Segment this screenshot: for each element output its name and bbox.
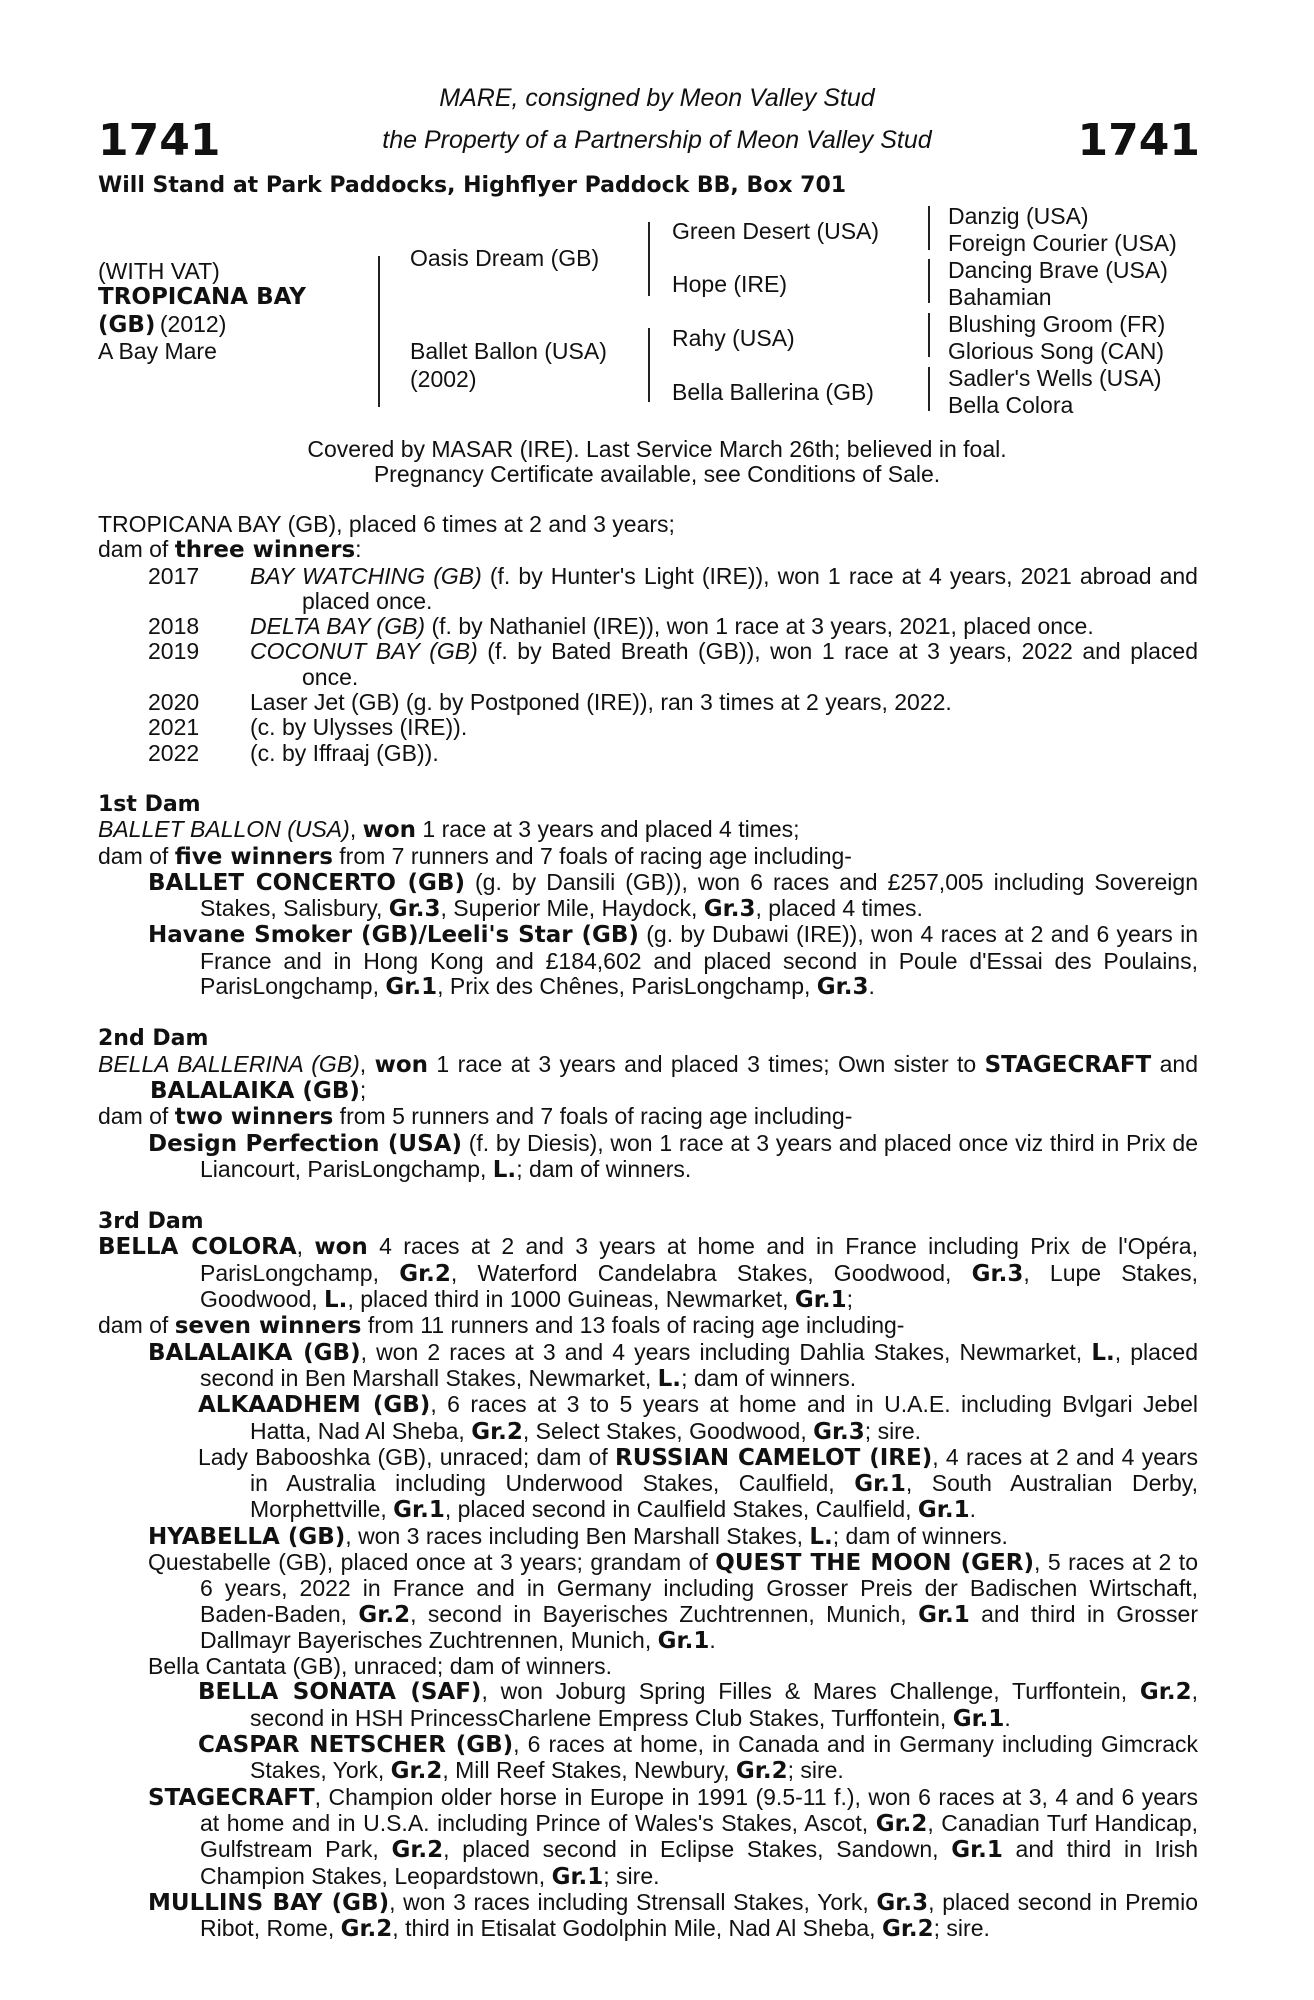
dam1-summary: BALLET BALLON (USA), won 1 race at 3 years and placed 4 times; bbox=[98, 816, 800, 844]
produce-dam-of: dam of three winners: bbox=[98, 536, 362, 564]
dam3-entry-mullins-bay: MULLINS BAY (GB), won 3 races including Strensall Stakes, York, Gr.3, placed second in Premio Ribot, Rome, Gr.2, third in Etisalat Godolphin Mile, Nad Al Sheba, Gr.2; sire. bbox=[148, 1888, 1198, 1943]
dam3-summary: BELLA COLORA, won 4 races at 2 and 3 years at home and in France including Prix de l'Opéra, ParisLongchamp, Gr.2, Waterford Candelabra Stakes, Goodwood, Gr.3, Lupe Stakes, Goodwood, L., placed third in 1000 Guineas, Newmarket, Gr.1; bbox=[98, 1233, 1198, 1314]
dam1-heading: 1st Dam bbox=[98, 791, 201, 817]
pregnancy-note: Pregnancy Certificate available, see Conditions of Sale. bbox=[373, 461, 941, 487]
brace-g3 bbox=[928, 313, 930, 357]
horse-name: TROPICANA BAY bbox=[98, 284, 306, 310]
horse-origin-year bbox=[98, 311, 226, 338]
great-granddam-3: Glorious Song (CAN) bbox=[948, 338, 1165, 364]
sire-dam: Hope (IRE) bbox=[672, 271, 788, 297]
dam1-entry: Havane Smoker (GB)/Leeli's Star (GB) (g. by Dubawi (IRE)), won 4 races at 2 and 6 years in France and in Hong Kong and £184,602 and placed second in Poule d'Essai des Poulains, ParisLongchamp, Gr.1, Prix des Chênes, ParisLongchamp, Gr.3. bbox=[148, 921, 1198, 1001]
dam2-heading: 2nd Dam bbox=[98, 1026, 209, 1052]
produce-item: 2018 DELTA BAY (GB) (f. by Nathaniel (IRE)), won 1 race at 3 years, 2021, placed once. bbox=[148, 613, 1094, 640]
brace-g1 bbox=[928, 206, 930, 250]
great-grandsire-3: Blushing Groom (FR) bbox=[948, 311, 1166, 337]
dam2-summary: BELLA BALLERINA (GB), won 1 race at 3 years and placed 3 times; Own sister to STAGECRAFT and BALALAIKA (GB); bbox=[98, 1050, 1199, 1104]
stand-location: Will Stand at Park Paddocks, Highflyer Paddock BB, Box 701 bbox=[98, 173, 847, 198]
dam2-entry: Design Perfection (USA) (f. by Diesis), won 1 race at 3 years and placed once viz third in Prix de Liancourt, ParisLongchamp, L.; dam of winners. bbox=[148, 1129, 1199, 1183]
dam3-entry-alkaadhem: ALKAADHEM (GB), 6 races at 3 to 5 years at home and in U.A.E. including Bvlgari Jebel Hatta, Nad Al Sheba, Gr.2, Select Stakes, Goodwood, Gr.3; sire. bbox=[198, 1391, 1198, 1445]
dam3-dam-of: dam of seven winners from 11 runners and 13 foals of racing age including- bbox=[98, 1312, 905, 1340]
brace-g2 bbox=[928, 259, 930, 303]
great-grandsire-1: Danzig (USA) bbox=[948, 203, 1089, 229]
sire-sire: Green Desert (USA) bbox=[672, 218, 880, 244]
great-grandsire-4: Sadler's Wells (USA) bbox=[948, 365, 1162, 391]
dam1-dam-of: dam of five winners from 7 runners and 7 foals of racing age including- bbox=[98, 842, 852, 870]
great-granddam-4: Bella Colora bbox=[948, 392, 1074, 418]
dam3-entry-lady-babooshka: Lady Babooshka (GB), unraced; dam of RUSSIAN CAMELOT (IRE), 4 races at 2 and 4 years in Australia including Underwood Stakes, Caulfield, Gr.1, South Australian Derby, Morphettville, Gr.1, placed second in Caulfield Stakes, Caulfield, Gr.1. bbox=[198, 1443, 1198, 1524]
covering-note: Covered by MASAR (IRE). Last Service March 26th; believed in foal. bbox=[307, 436, 1007, 462]
great-granddam-2: Bahamian bbox=[948, 284, 1052, 310]
property-line: the Property of a Partnership of Meon Valley Stud bbox=[382, 126, 932, 154]
dam3-entry-caspar-netscher: CASPAR NETSCHER (GB), 6 races at home, in Canada and in Germany including Gimcrack Stakes, York, Gr.2, Mill Reef Stakes, Newbury, Gr.2; sire. bbox=[198, 1731, 1198, 1785]
brace-g4 bbox=[928, 367, 930, 411]
dam-year: (2002) bbox=[410, 366, 477, 392]
sire: Oasis Dream (GB) bbox=[410, 245, 600, 271]
consignor-line: MARE, consigned by Meon Valley Stud bbox=[439, 84, 875, 112]
produce-item: 2020 Laser Jet (GB) (g. by Postponed (IRE)), ran 3 times at 2 years, 2022. bbox=[148, 689, 952, 716]
dam3-entry-hyabella: HYABELLA (GB), won 3 races including Ben Marshall Stakes, L.; dam of winners. bbox=[148, 1522, 1008, 1550]
dam3-heading: 3rd Dam bbox=[98, 1209, 204, 1235]
sire-brace bbox=[648, 222, 650, 296]
produce-item: 2021 (c. by Ulysses (IRE)). bbox=[148, 714, 468, 741]
produce-item: 2019 COCONUT BAY (GB) (f. by Bated Breath (GB)), won 1 race at 3 years, 2022 and placed once. bbox=[148, 638, 1199, 690]
horse-origin: (GB) bbox=[98, 312, 156, 338]
dam-sire: Rahy (USA) bbox=[672, 325, 795, 351]
dam1-entry: BALLET CONCERTO (GB) (g. by Dansili (GB)), won 6 races and £257,005 including Sovereign Stakes, Salisbury, Gr.3, Superior Mile, Haydock, Gr.3, placed 4 times. bbox=[148, 868, 1198, 923]
horse-description: A Bay Mare bbox=[98, 338, 217, 364]
dam-brace bbox=[648, 328, 650, 402]
dam3-entry-bella-sonata: BELLA SONATA (SAF), won Joburg Spring Filles & Mares Challenge, Turffontein, Gr.2, second in HSH PrincessCharlene Empress Club Stakes, Turffontein, Gr.1. bbox=[198, 1678, 1198, 1732]
dam2-dam-of: dam of two winners from 5 runners and 7 foals of racing age including- bbox=[98, 1103, 853, 1131]
lot-number-left: 1741 bbox=[98, 115, 221, 166]
produce-intro: TROPICANA BAY (GB), placed 6 times at 2 and 3 years; bbox=[98, 511, 675, 537]
produce-item: 2022 (c. by Iffraaj (GB)). bbox=[148, 739, 439, 766]
great-granddam-1: Foreign Courier (USA) bbox=[948, 230, 1177, 256]
dam3-entry-balalaika: BALALAIKA (GB), won 2 races at 3 and 4 years including Dahlia Stakes, Newmarket, L., placed second in Ben Marshall Stakes, Newmarket, L.; dam of winners. bbox=[148, 1338, 1198, 1392]
horse-year: (2012) bbox=[159, 311, 227, 337]
dam3-entry-questabelle: Questabelle (GB), placed once at 3 years; grandam of QUEST THE MOON (GER), 5 races at 2 to 6 years, 2022 in France and in Germany including Grosser Preis der Badischen Wirtschaft, Baden-Baden, Gr.2, second in Bayerisches Zuchtrennen, Munich, Gr.1 and third in Grosser Dallmayr Bayerisches Zuchtrennen, Munich, Gr.1. bbox=[148, 1548, 1198, 1654]
main-brace bbox=[378, 256, 380, 407]
dam3-entry-stagecraft: STAGECRAFT, Champion older horse in Europe in 1991 (9.5-11 f.), won 6 races at 3, 4 and 6 years at home and in U.S.A. including Prince of Wales's Stakes, Ascot, Gr.2, Canadian Turf Handicap, Gulfstream Park, Gr.2, placed second in Eclipse Stakes, Sandown, Gr.1 and third in Irish Champion Stakes, Leopardstown, Gr.1; sire. bbox=[148, 1783, 1198, 1890]
vat-note: (WITH VAT) bbox=[98, 258, 220, 284]
produce-item: 2017 BAY WATCHING (GB) (f. by Hunter's Light (IRE)), won 1 race at 4 years, 2021 abroad and placed once. bbox=[148, 562, 1198, 614]
great-grandsire-2: Dancing Brave (USA) bbox=[948, 257, 1168, 283]
dam: Ballet Ballon (USA) bbox=[410, 338, 607, 364]
lot-number-right: 1741 bbox=[1077, 115, 1200, 166]
produce-list bbox=[98, 564, 1198, 766]
catalogue-body bbox=[98, 512, 1198, 1942]
dam-dam: Bella Ballerina (GB) bbox=[672, 379, 874, 405]
dam3-entry-bella-cantata: Bella Cantata (GB), unraced; dam of winners. bbox=[148, 1653, 613, 1680]
